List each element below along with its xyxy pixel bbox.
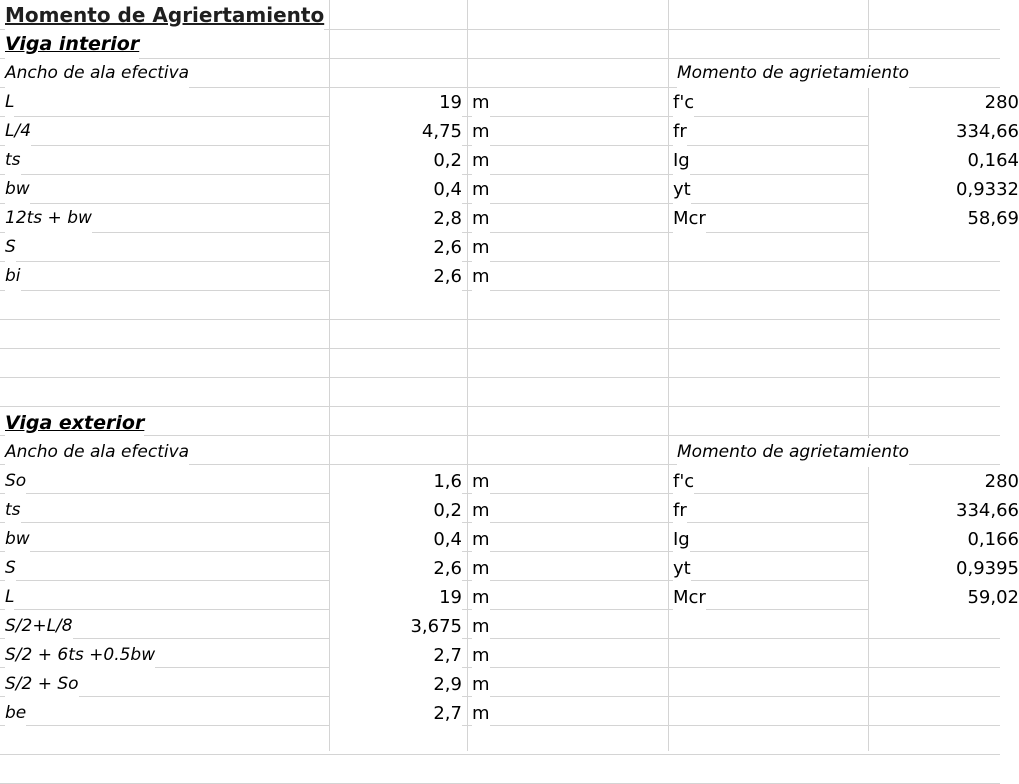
row-divider	[0, 406, 1000, 407]
interior-moment-value[interactable]: 0,9332	[869, 175, 1019, 204]
interior-moment-value[interactable]: 334,66	[869, 117, 1019, 146]
row-divider	[0, 580, 1000, 581]
interior-moment-label[interactable]: fr	[673, 117, 687, 146]
interior-row-label[interactable]: bw	[5, 175, 30, 204]
exterior-moment-value[interactable]: 0,9395	[869, 554, 1019, 583]
interior-row-value[interactable]: 0,4	[330, 175, 462, 204]
exterior-row-unit[interactable]: m	[472, 525, 490, 554]
row-divider	[0, 116, 1000, 117]
interior-row-unit[interactable]: m	[472, 233, 490, 262]
exterior-moment-label[interactable]: f'c	[673, 467, 694, 496]
exterior-row-unit[interactable]: m	[472, 670, 490, 699]
interior-moment-label[interactable]: Ig	[673, 146, 690, 175]
exterior-moment-value[interactable]: 280	[869, 467, 1019, 496]
exterior-row-value[interactable]: 2,9	[330, 670, 462, 699]
interior-row-label[interactable]: L	[5, 88, 14, 117]
exterior-moment-label[interactable]: yt	[673, 554, 691, 583]
row-divider	[0, 435, 1000, 436]
interior-moment-label[interactable]: f'c	[673, 88, 694, 117]
row-divider	[0, 261, 1000, 262]
row-divider	[0, 696, 1000, 697]
interior-row-unit[interactable]: m	[472, 146, 490, 175]
interior-subheading[interactable]: Ancho de ala efectiva	[5, 59, 189, 88]
interior-row-value[interactable]: 0,2	[330, 146, 462, 175]
exterior-moment-value[interactable]: 0,166	[869, 525, 1019, 554]
exterior-row-value[interactable]: 2,7	[330, 699, 462, 728]
exterior-moment-heading[interactable]: Momento de agrietamiento	[677, 438, 909, 467]
row-divider	[0, 754, 1000, 755]
interior-moment-label[interactable]: Mcr	[673, 204, 706, 233]
exterior-row-unit[interactable]: m	[472, 641, 490, 670]
exterior-row-unit[interactable]: m	[472, 699, 490, 728]
row-divider	[0, 348, 1000, 349]
interior-row-unit[interactable]: m	[472, 204, 490, 233]
exterior-row-label[interactable]: S	[5, 554, 16, 583]
exterior-row-value[interactable]: 0,2	[330, 496, 462, 525]
interior-moment-heading[interactable]: Momento de agrietamiento	[677, 59, 909, 88]
row-divider	[0, 232, 1000, 233]
row-divider	[0, 522, 1000, 523]
interior-heading[interactable]: Viga interior	[5, 30, 139, 59]
row-divider	[0, 609, 1000, 610]
interior-moment-value[interactable]: 58,69	[869, 204, 1019, 233]
interior-row-unit[interactable]: m	[472, 117, 490, 146]
sheet-title[interactable]: Momento de Agriertamiento	[5, 1, 324, 30]
interior-row-label[interactable]: bi	[5, 262, 21, 291]
exterior-row-label[interactable]: ts	[5, 496, 21, 525]
interior-row-unit[interactable]: m	[472, 262, 490, 291]
interior-row-value[interactable]: 2,6	[330, 262, 462, 291]
exterior-moment-label[interactable]: Ig	[673, 525, 690, 554]
exterior-row-unit[interactable]: m	[472, 612, 490, 641]
exterior-moment-value[interactable]: 334,66	[869, 496, 1019, 525]
exterior-row-label[interactable]: be	[5, 699, 26, 728]
exterior-moment-label[interactable]: Mcr	[673, 583, 706, 612]
exterior-row-label[interactable]: S/2 + 6ts +0.5bw	[5, 641, 155, 670]
interior-row-value[interactable]: 4,75	[330, 117, 462, 146]
interior-row-label[interactable]: L/4	[5, 117, 31, 146]
row-divider	[0, 493, 1000, 494]
interior-row-unit[interactable]: m	[472, 175, 490, 204]
exterior-row-label[interactable]: S/2+L/8	[5, 612, 73, 641]
row-divider	[0, 203, 1000, 204]
row-divider	[0, 174, 1000, 175]
exterior-row-label[interactable]: S/2 + So	[5, 670, 79, 699]
row-divider	[0, 319, 1000, 320]
exterior-row-unit[interactable]: m	[472, 554, 490, 583]
exterior-heading[interactable]: Viga exterior	[5, 409, 144, 438]
exterior-row-label[interactable]: bw	[5, 525, 30, 554]
exterior-row-value[interactable]: 0,4	[330, 525, 462, 554]
exterior-row-label[interactable]: So	[5, 467, 26, 496]
interior-moment-label[interactable]: yt	[673, 175, 691, 204]
interior-row-unit[interactable]: m	[472, 88, 490, 117]
interior-row-value[interactable]: 2,8	[330, 204, 462, 233]
exterior-row-value[interactable]: 2,6	[330, 554, 462, 583]
exterior-row-unit[interactable]: m	[472, 496, 490, 525]
exterior-row-label[interactable]: L	[5, 583, 14, 612]
interior-moment-value[interactable]: 280	[869, 88, 1019, 117]
row-divider	[0, 725, 1000, 726]
row-divider	[0, 638, 1000, 639]
exterior-row-value[interactable]: 3,675	[330, 612, 462, 641]
exterior-subheading[interactable]: Ancho de ala efectiva	[5, 438, 189, 467]
exterior-moment-label[interactable]: fr	[673, 496, 687, 525]
interior-row-value[interactable]: 2,6	[330, 233, 462, 262]
interior-moment-value[interactable]: 0,164	[869, 146, 1019, 175]
exterior-row-value[interactable]: 2,7	[330, 641, 462, 670]
row-divider	[0, 551, 1000, 552]
exterior-row-unit[interactable]: m	[472, 467, 490, 496]
exterior-moment-value[interactable]: 59,02	[869, 583, 1019, 612]
interior-row-value[interactable]: 19	[330, 88, 462, 117]
exterior-row-unit[interactable]: m	[472, 583, 490, 612]
row-divider	[0, 290, 1000, 291]
row-divider	[0, 377, 1000, 378]
interior-row-label[interactable]: 12ts + bw	[5, 204, 92, 233]
exterior-row-value[interactable]: 19	[330, 583, 462, 612]
interior-row-label[interactable]: S	[5, 233, 16, 262]
exterior-row-value[interactable]: 1,6	[330, 467, 462, 496]
row-divider	[0, 145, 1000, 146]
interior-row-label[interactable]: ts	[5, 146, 21, 175]
